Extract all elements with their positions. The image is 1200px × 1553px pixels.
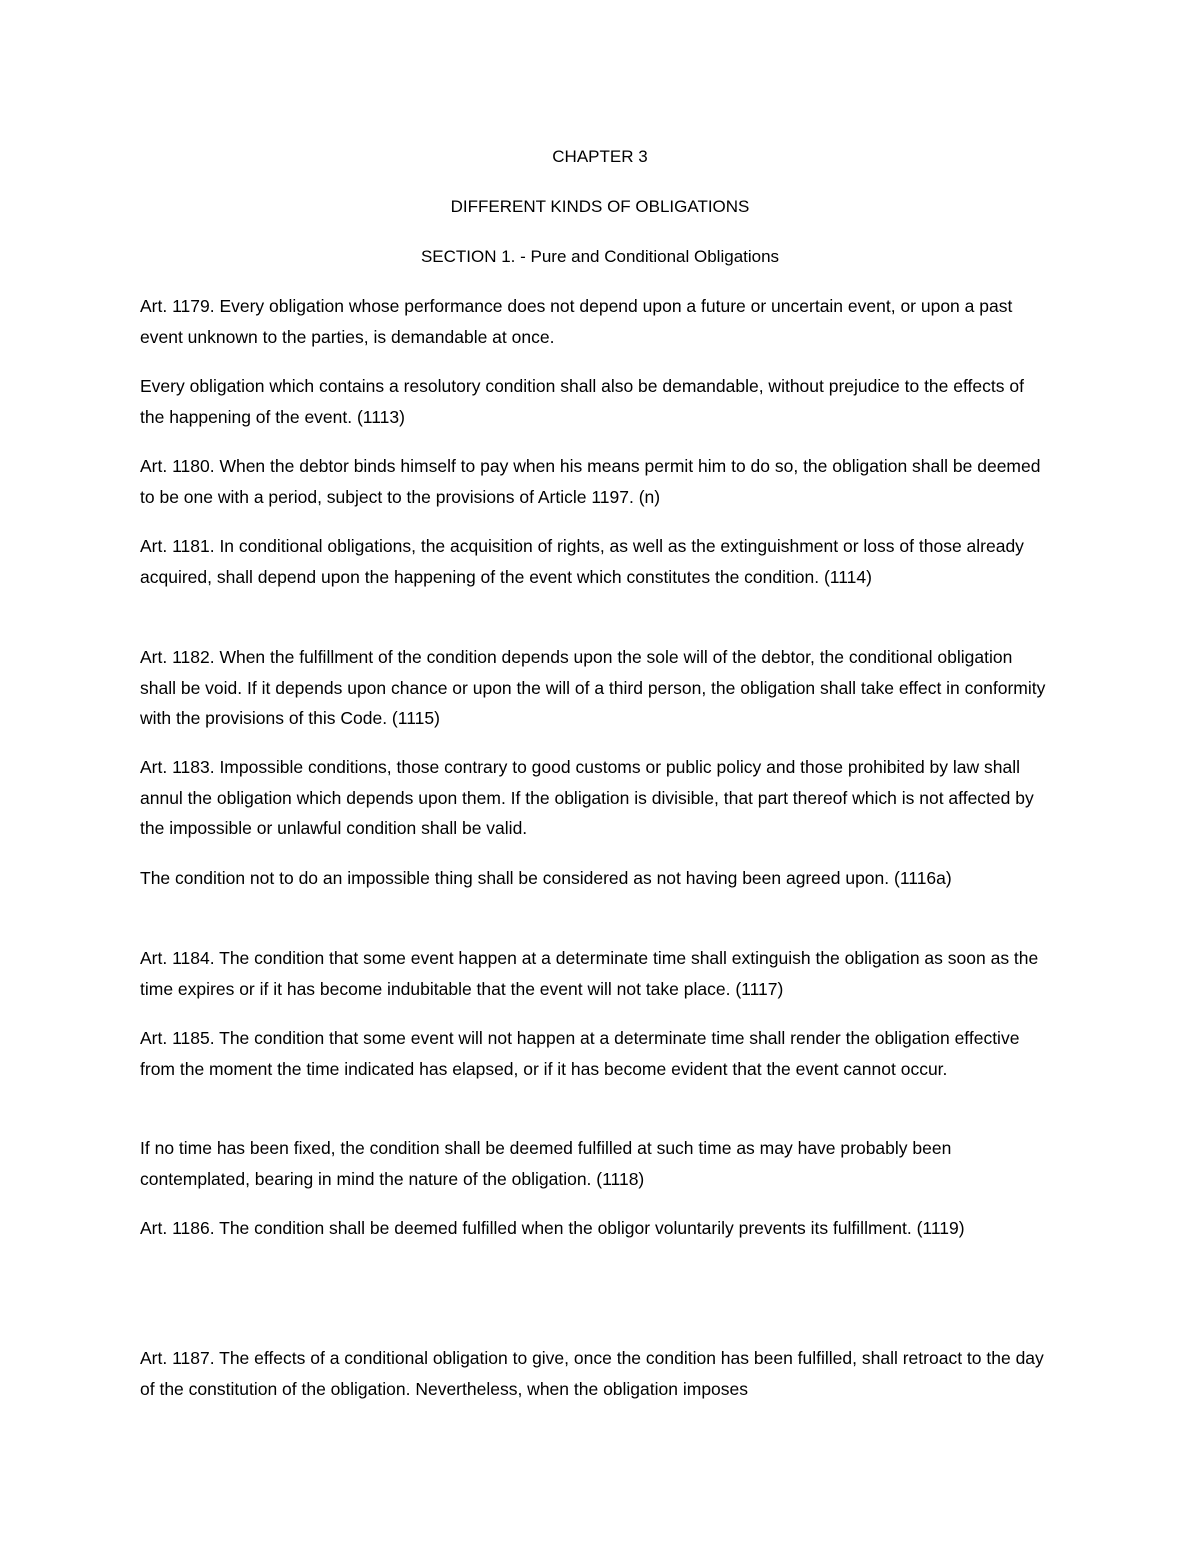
paragraph-resolutory-condition: Every obligation which contains a resolutory condition shall also be demandable, without prejudice to the effects of the happening of the event. (1113) [140, 376, 1024, 427]
paragraph-art-1187: Art. 1187. The effects of a conditional obligation to give, once the condition has been fulfilled, shall retroact to the day of the constitution of the obligation. Nevertheless, when the obligation imposes [140, 1348, 1044, 1399]
paragraph-art-1184: Art. 1184. The condition that some event happen at a determinate time shall extinguish the obligation as soon as the time expires or if it has become indubitable that the event will not take place. (1117) [140, 948, 1039, 999]
paragraph-art-1185: Art. 1185. The condition that some event will not happen at a determinate time shall render the obligation effective from the moment the time indicated has elapsed, or if it has become evident that the event cannot occur. [140, 1028, 1020, 1079]
chapter-title: DIFFERENT KINDS OF OBLIGATIONS [450, 197, 750, 216]
paragraph-art-1181: Art. 1181. In conditional obligations, the acquisition of rights, as well as the extinguishment or loss of those already acquired, shall depend upon the happening of the event which constitutes the condition. (1114) [140, 536, 1024, 587]
paragraph-art-1183: Art. 1183. Impossible conditions, those contrary to good customs or public policy and those prohibited by law shall annul the obligation which depends upon them. If the obligation is divisible, that part thereof which is not affected by the impossible or unlawful condition shall be valid. [140, 757, 1034, 838]
paragraph-art-1186: Art. 1186. The condition shall be deemed fulfilled when the obligor voluntarily prevents its fulfillment. (1119) [140, 1218, 965, 1238]
paragraph-impossible-thing: The condition not to do an impossible thing shall be considered as not having been agreed upon. (1116a) [140, 868, 952, 888]
paragraph-no-time-fixed: If no time has been fixed, the condition shall be deemed fulfilled at such time as may have probably been contemplated, bearing in mind the nature of the obligation. (1118) [140, 1138, 952, 1189]
chapter-heading: CHAPTER 3 [552, 147, 648, 166]
paragraph-art-1180: Art. 1180. When the debtor binds himself to pay when his means permit him to do so, the obligation shall be deemed to be one with a period, subject to the provisions of Article 1197. (n) [140, 456, 1041, 507]
paragraph-art-1179: Art. 1179. Every obligation whose performance does not depend upon a future or uncertain event, or upon a past event unknown to the parties, is demandable at once. [140, 296, 1013, 347]
paragraph-art-1182: Art. 1182. When the fulfillment of the condition depends upon the sole will of the debtor, the conditional obligation shall be void. If it depends upon chance or upon the will of a third person, the obligation shall take effect in conformity with the provisions of this Code. (1115) [140, 647, 1046, 728]
section-heading: SECTION 1. - Pure and Conditional Obligations [420, 247, 780, 266]
